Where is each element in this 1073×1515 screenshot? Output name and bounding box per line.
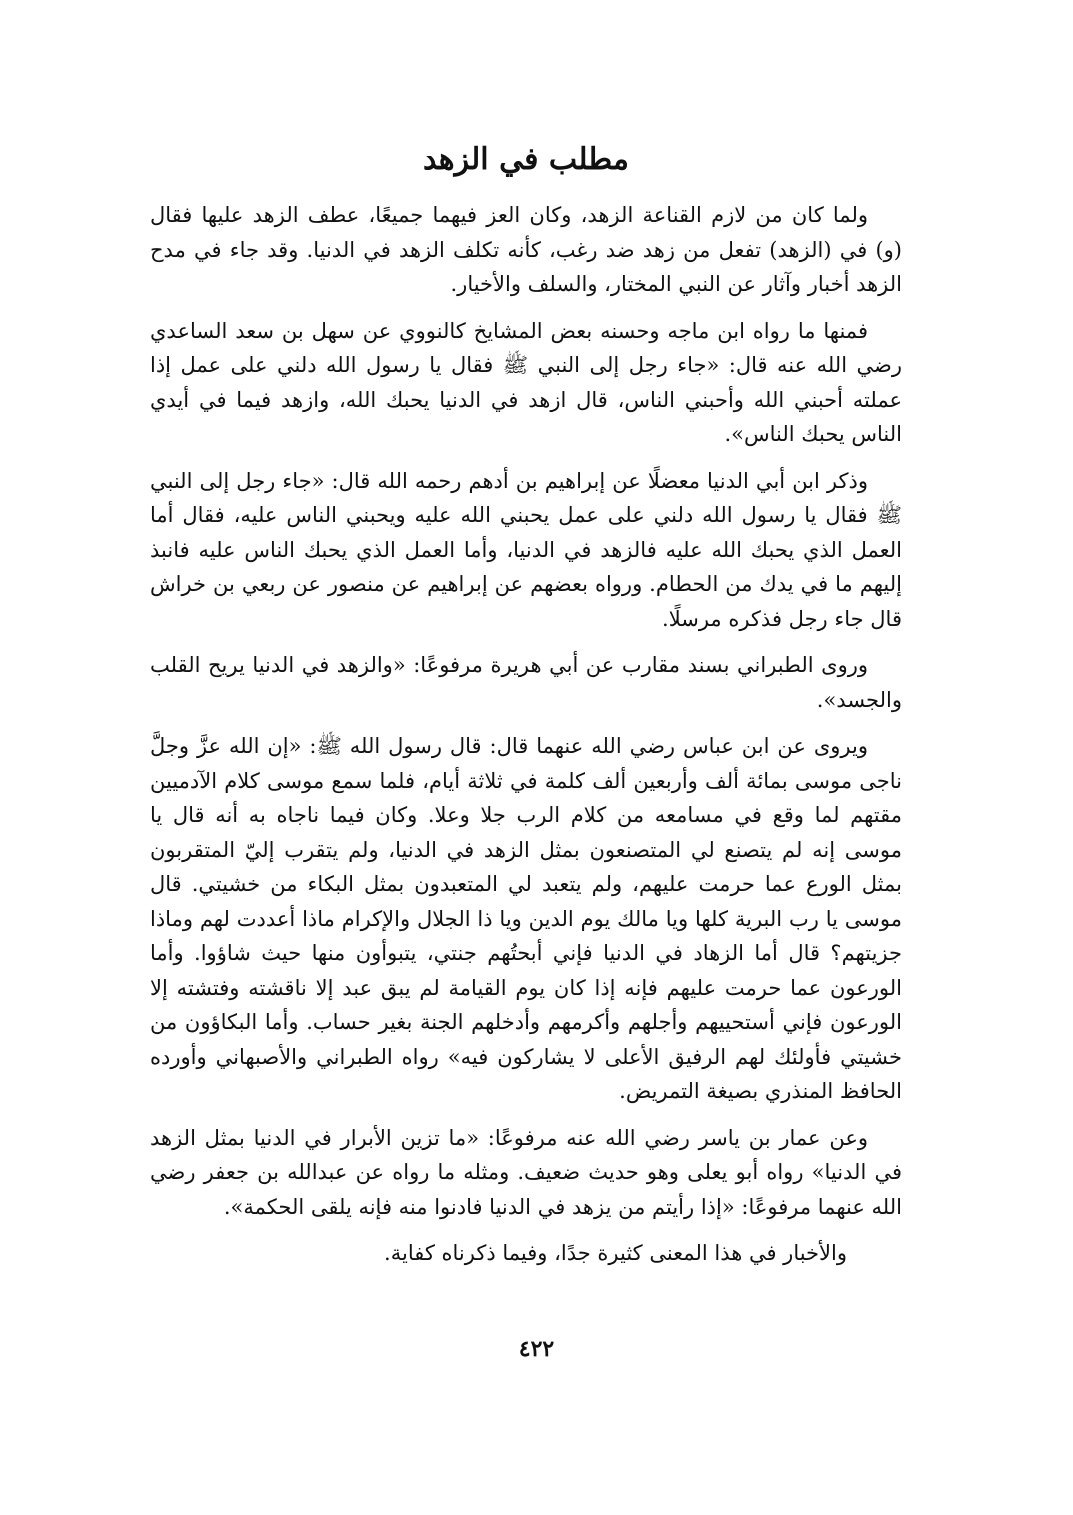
paragraph-ibn-abi-dunya: وذكر ابن أبي الدنيا معضلًا عن إبراهيم بن أدهم رحمه الله قال: «جاء رجل إلى النبي ﷺ فقال يا رسول الله دلني على عمل يحبني الله عليه ويحبني الناس عليه، فقال أما العمل الذي يحبك الله عليه فالزهد في الدنيا، وأما العمل الذي يحبك الناس عليه فانبذ إليهم ما في يدك من الحطام. ورواه بعضهم عن إبراهيم عن منصور عن ربعي بن خراش قال جاء رجل فذكره مرسلًا. <box>150 468 902 631</box>
page-number: ٤٢٢ <box>518 1336 555 1362</box>
paragraph-tabarani: وروى الطبراني بسند مقارب عن أبي هريرة مرفوعًا: «والزهد في الدنيا يريح القلب والجسد». <box>150 653 902 712</box>
page-content <box>150 140 902 1283</box>
paragraph-ammar-hadith: وعن عمار بن ياسر رضي الله عنه مرفوعًا: «ما تزين الأبرار في الدنيا بمثل الزهد في الدنيا» رواه أبو يعلى وهو حديث ضعيف. ومثله ما رواه عن عبدالله بن جعفر رضي الله عنهما مرفوعًا: «إذا رأيتم من يزهد في الدنيا فادنوا منه فإنه يلقى الحكمة». <box>150 1125 902 1219</box>
paragraph-intro: ولما كان من لازم القناعة الزهد، وكان العز فيهما جميعًا، عطف الزهد عليها فقال (و) في (الزهد) تفعل من زهد ضد رغب، كأنه تكلف الزهد في الدنيا. وقد جاء في مدح الزهد أخبار وآثار عن النبي المختار، والسلف والأخيار. <box>150 203 902 296</box>
closing-line: والأخبار في هذا المعنى كثيرة جدًا، وفيما ذكرناه كفاية. <box>384 1241 847 1265</box>
section-title: مطلب في الزهد <box>423 142 629 177</box>
paragraph-ibn-majah-hadith: فمنها ما رواه ابن ماجه وحسنه بعض المشايخ كالنووي عن سهل بن سعد الساعدي رضي الله عنه قال: «جاء رجل إلى النبي ﷺ فقال يا رسول الله دلني على عمل إذا عملته أحبني الله وأحبني الناس، قال ازهد في الدنيا يحبك الله، وازهد فيما في أيدي الناس يحبك الناس». <box>150 318 902 446</box>
paragraph-ibn-abbas-hadith: ويروى عن ابن عباس رضي الله عنهما قال: قال رسول الله ﷺ: «إن الله عزَّ وجلَّ ناجى موسى بمائة ألف وأربعين ألف كلمة في ثلاثة أيام، فلما سمع موسى كلام الآدميين مقتهم لما وقع في مسامعه من كلام الرب جلا وعلا. وكان فيما ناجاه به أنه قال يا موسى إنه لم يتصنع لي المتصنعون بمثل الزهد في الدنيا، ولم يتقرب إليّ المتقربون بمثل الورع عما حرمت عليهم، ولم يتعبد لي المتعبدون بمثل البكاء من خشيتي. قال موسى يا رب البرية كلها ويا مالك يوم الدين ويا ذا الجلال والإكرام ماذا أعددت لهم وماذا جزيتهم؟ قال أما الزهاد في الدنيا فإني أبحتُهم جنتي، يتبوأون منها حيث شاؤوا. وأما الورعون عما حرمت عليهم فإنه إذا كان يوم القيامة لم يبق عبد إلا ناقشته وفتشته إلا الورعون فإني أستحييهم وأجلهم وأكرمهم وأدخلهم الجنة بغير حساب. وأما البكاؤون من خشيتي فأولئك لهم الرفيق الأعلى لا يشاركون فيه» رواه الطبراني والأصبهاني وأورده الحافظ المنذري بصيغة التمريض. <box>150 734 902 1103</box>
